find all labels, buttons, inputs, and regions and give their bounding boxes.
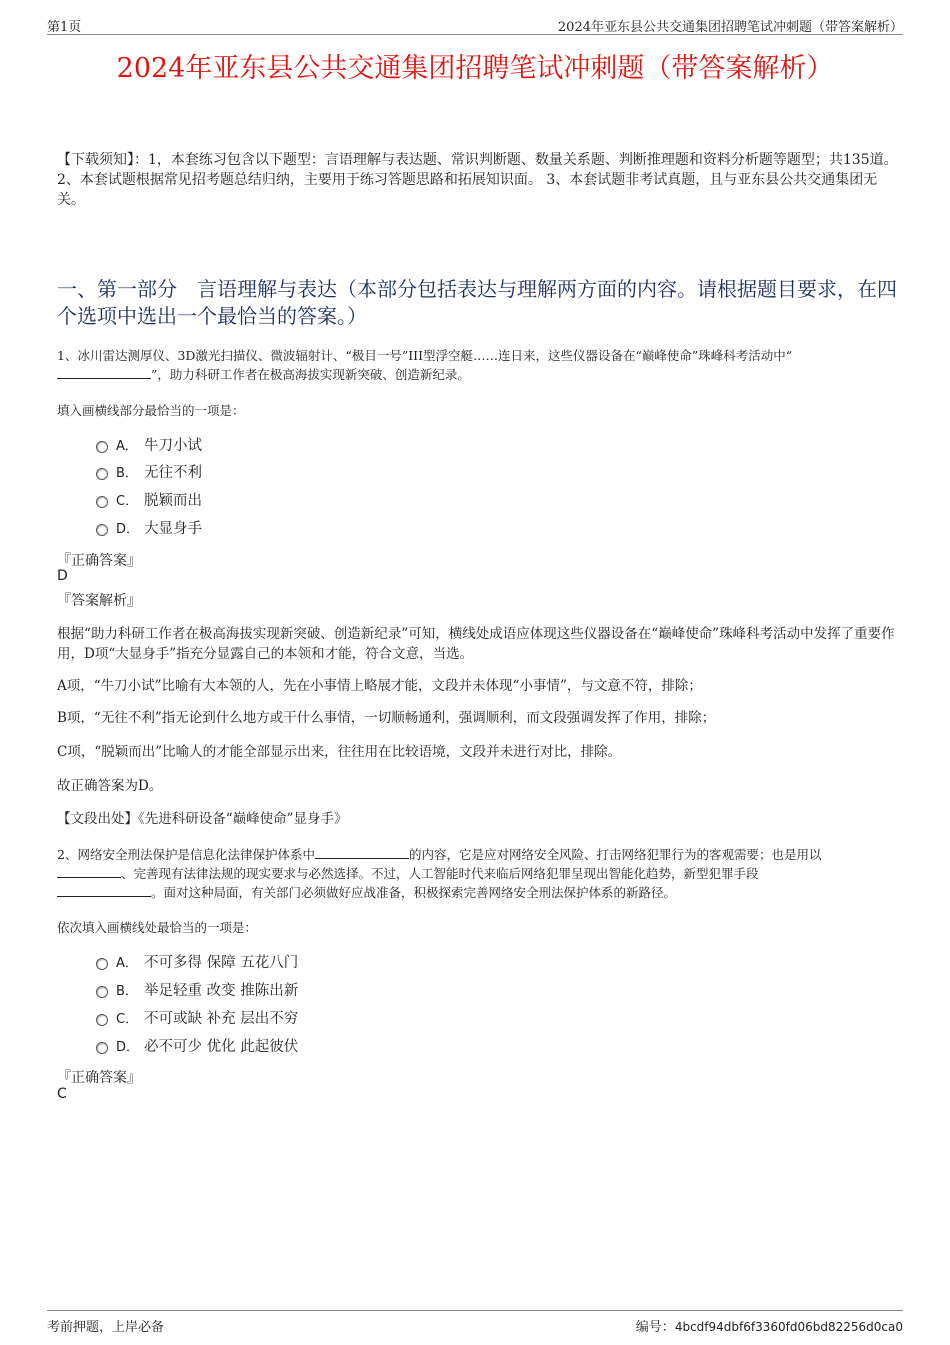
answer-blank xyxy=(57,884,151,897)
footer-slogan: 考前押题，上岸必备 xyxy=(47,1320,165,1335)
question-1-option-a[interactable]: A． 牛刀小试 xyxy=(96,436,202,456)
radio-icon[interactable] xyxy=(96,986,108,998)
question-2-prompt: 依次填入画横线处最恰当的一项是： xyxy=(57,920,258,935)
question-2-text: 2、网络安全刑法保护是信息化法律保护体系中 的内容，它是应对网络安全风险、打击网络犯罪行为的客观需要；也是用以 、完善现有法律法规的现实要求与必然选择。不过，人工智能时代来临后网络犯罪呈现出智能化趋势，新型犯罪手段 。面对这种局面，有关部门必须做好应战准备，积极探索完善网络安全刑法保护体系的新路径。 xyxy=(57,847,822,900)
answer-label: 『正确答案』 xyxy=(57,553,141,569)
answer-blank xyxy=(315,846,409,859)
radio-icon[interactable] xyxy=(96,958,108,970)
analysis-paragraph: 根据“助力科研工作者在极高海拔实现新突破、创造新纪录”可知，横线处成语应体现这些仪器设备在“巅峰使命”珠峰科考活动中发挥了重要作用，D项“大显身手”指充分显露自己的本领和才能，符合文意，当选。 xyxy=(57,626,895,662)
analysis-paragraph: B项，“无往不利”指无论到什么地方或干什么事情，一切顺畅通利，强调顺利，而文段强调发挥了作用，排除； xyxy=(57,710,716,726)
question-2-option-c[interactable]: C． 不可或缺 补充 层出不穷 xyxy=(96,1009,298,1029)
radio-icon[interactable] xyxy=(96,1042,108,1054)
question-1-option-b[interactable]: B． 无往不利 xyxy=(96,463,202,483)
analysis-paragraph: C项，“脱颖而出”比喻人的才能全部显示出来，往往用在比较语境，文段并未进行对比，排除。 xyxy=(57,744,622,760)
question-1-option-c[interactable]: C． 脱颖而出 xyxy=(96,491,202,511)
page-number: 第1页 xyxy=(47,20,82,35)
page-title: 2024年亚东县公共交通集团招聘笔试冲刺题（带答案解析） xyxy=(116,53,834,84)
radio-icon[interactable] xyxy=(96,496,108,508)
section-heading: 一、第一部分 言语理解与表达（本部分包括表达与理解两方面的内容。请根据题目要求，在四个选项中选出一个最恰当的答案。） xyxy=(57,277,897,328)
analysis-label: 『答案解析』 xyxy=(57,593,141,609)
header-doc-title: 2024年亚东县公共交通集团招聘笔试冲刺题（带答案解析） xyxy=(557,20,903,35)
radio-icon[interactable] xyxy=(96,441,108,453)
question-2-option-d[interactable]: D． 必不可少 优化 此起彼伏 xyxy=(96,1037,298,1057)
radio-icon[interactable] xyxy=(96,1014,108,1026)
radio-icon[interactable] xyxy=(96,524,108,536)
analysis-conclusion: 故正确答案为D。 xyxy=(57,778,163,794)
question-2-option-b[interactable]: B． 举足轻重 改变 推陈出新 xyxy=(96,981,298,1001)
answer-blank xyxy=(57,366,151,379)
correct-answer: C xyxy=(57,1086,67,1102)
question-1-text: 1、冰川雷达测厚仪、3D激光扫描仪、微波辐射计、“极目一号”III型浮空艇……连日来，这些仪器设备在“巅峰使命”珠峰科考活动中“ ”，助力科研工作者在极高海拔实现新突破、创造新纪录。 xyxy=(57,348,793,382)
question-1-option-d[interactable]: D． 大显身手 xyxy=(96,519,202,539)
document-code: 编号：4bcdf94dbf6f3360fd06bd82256d0ca0 xyxy=(635,1320,903,1335)
question-2-option-a[interactable]: A． 不可多得 保障 五花八门 xyxy=(96,953,298,973)
radio-icon[interactable] xyxy=(96,468,108,480)
answer-label: 『正确答案』 xyxy=(57,1070,141,1086)
analysis-paragraph: A项，“牛刀小试”比喻有大本领的人，先在小事情上略展才能，文段并未体现“小事情”，与文意不符，排除； xyxy=(57,678,702,694)
question-1-prompt: 填入画横线部分最恰当的一项是： xyxy=(57,403,245,418)
answer-blank xyxy=(57,865,121,878)
source-note: 【文段出处】《先进科研设备“巅峰使命”显身手》 xyxy=(57,811,348,827)
page-footer xyxy=(47,1310,903,1335)
page-header xyxy=(47,14,903,35)
download-notice: 【下载须知】：1，本套练习包含以下题型：言语理解与表达题、常识判断题、数量关系题、判断推理题和资料分析题等题型；共135道。 2、本套试题根据常见招考题总结归纳，主要用于练习答题思路和拓展知识面。 3、本套试题非考试真题，且与亚东县公共交通集团无关。 xyxy=(57,152,898,208)
correct-answer: D xyxy=(57,568,68,584)
